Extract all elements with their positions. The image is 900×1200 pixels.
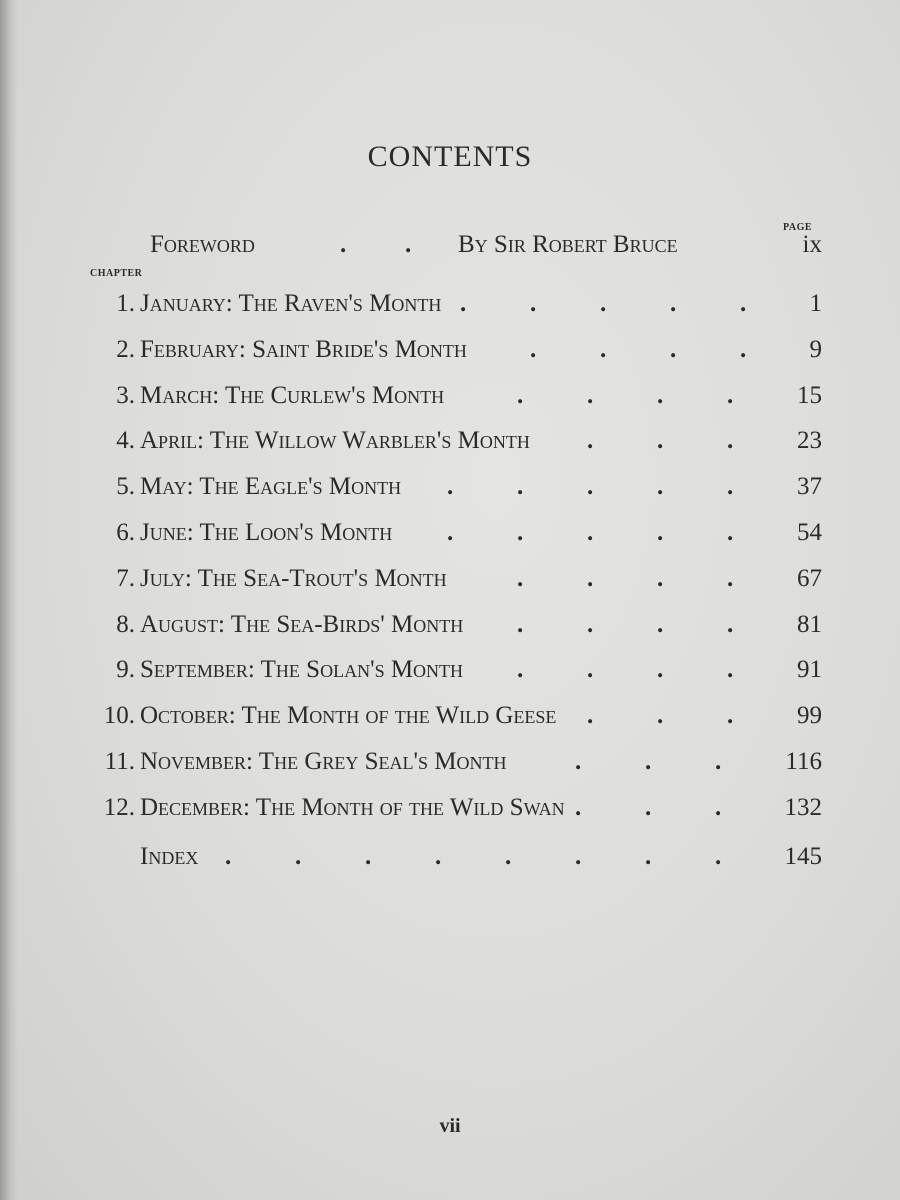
chapter-title: October: The Month of the Wild Geese xyxy=(140,702,557,730)
chapter-page: 23 xyxy=(797,427,822,455)
leader-dot: . xyxy=(727,473,734,501)
leader-dot: . xyxy=(740,290,747,317)
chapter-title: January: The Raven's Month xyxy=(140,290,442,317)
toc-row xyxy=(0,650,900,690)
foreword-label: Foreword xyxy=(150,231,255,258)
chapter-page: 15 xyxy=(797,381,822,409)
toc-row xyxy=(0,605,900,645)
chapter-title: July: The Sea-Trout's Month xyxy=(140,564,447,592)
toc-row xyxy=(0,696,900,736)
leader-dot: . xyxy=(657,427,664,455)
leader-dot: . xyxy=(645,843,652,870)
chapter-page: 37 xyxy=(797,473,822,501)
chapter-title: December: The Month of the Wild Swan xyxy=(140,793,565,821)
spine-shadow xyxy=(0,0,18,1200)
leader-dot: . xyxy=(657,381,664,409)
chapter-title: June: The Loon's Month xyxy=(140,519,393,546)
leader-dot: . xyxy=(587,473,594,501)
leader-dot: . xyxy=(447,519,454,546)
toc-row xyxy=(0,559,900,599)
chapter-title: February: Saint Bride's Month xyxy=(140,335,467,363)
chapter-number: 2. xyxy=(116,335,135,363)
chapter-number: 4. xyxy=(116,427,135,455)
leader-dot: . xyxy=(587,610,594,638)
chapter-title: May: The Eagle's Month xyxy=(140,473,402,501)
leader-dot: . xyxy=(600,290,607,317)
leader-dot: . xyxy=(715,793,722,821)
leader-dot: . xyxy=(435,843,442,870)
chapter-number: 12. xyxy=(103,793,135,821)
chapter-number: 1. xyxy=(116,290,135,317)
chapter-number: 11. xyxy=(104,748,135,775)
leader-dot: . xyxy=(517,473,524,501)
chapter-number: 8. xyxy=(116,610,135,638)
leader-dot: . xyxy=(517,656,524,684)
leader-dot: . xyxy=(727,610,734,638)
leader-dot: . xyxy=(225,843,232,870)
leader-dot: . xyxy=(657,610,664,638)
toc-row xyxy=(0,376,900,416)
chapter-page: 81 xyxy=(797,610,822,638)
leader-dot: . xyxy=(517,610,524,638)
foreword-row xyxy=(0,225,900,265)
leader-dot: . xyxy=(657,473,664,501)
leader-dot: . xyxy=(365,843,372,870)
leader-dot: . xyxy=(727,564,734,592)
leader-dot: . xyxy=(530,335,537,363)
toc-row xyxy=(0,742,900,782)
leader-dot: . xyxy=(587,702,594,730)
leader-dot: . xyxy=(530,290,537,317)
leader-dot: . xyxy=(727,519,734,546)
chapter-title: April: The Willow Warbler's Month xyxy=(140,427,530,455)
leader-dot: . xyxy=(505,843,512,870)
page-folio: vii xyxy=(439,1115,461,1137)
leader-dot: . xyxy=(657,702,664,730)
chapter-number: 5. xyxy=(116,473,135,501)
page-column-label: PAGE xyxy=(783,222,813,233)
foreword-page: ix xyxy=(802,231,822,258)
leader-dot: . xyxy=(587,656,594,684)
chapter-number: 9. xyxy=(116,656,135,684)
chapter-title: August: The Sea-Birds' Month xyxy=(140,610,464,638)
chapter-page: 1 xyxy=(809,290,822,317)
leader-dot: . xyxy=(727,427,734,455)
chapter-page: 67 xyxy=(797,564,822,592)
page-title: CONTENTS xyxy=(367,140,533,173)
leader-dot: . xyxy=(405,231,412,258)
leader-dot: . xyxy=(447,473,454,501)
leader-dot: . xyxy=(295,843,302,870)
leader-dot: . xyxy=(727,381,734,409)
index-row xyxy=(0,837,900,877)
chapter-column-label: CHAPTER xyxy=(90,268,143,279)
toc-row xyxy=(0,513,900,553)
leader-dot: . xyxy=(517,519,524,546)
index-label: Index xyxy=(140,843,199,870)
leader-dot: . xyxy=(460,290,467,317)
leader-dot: . xyxy=(600,335,607,363)
leader-dot: . xyxy=(517,381,524,409)
chapter-title: September: The Solan's Month xyxy=(140,656,464,684)
leader-dot: . xyxy=(715,748,722,775)
leader-dot: . xyxy=(670,290,677,317)
chapter-page: 132 xyxy=(784,793,822,821)
leader-dot: . xyxy=(340,231,347,258)
leader-dot: . xyxy=(657,656,664,684)
leader-dot: . xyxy=(645,748,652,775)
leader-dot: . xyxy=(727,702,734,730)
chapter-page: 116 xyxy=(785,748,822,775)
leader-dot: . xyxy=(587,427,594,455)
foreword-author: By Sir Robert Bruce xyxy=(458,231,678,258)
leader-dot: . xyxy=(587,519,594,546)
leader-dot: . xyxy=(575,843,582,870)
toc-row xyxy=(0,330,900,370)
chapter-number: 10. xyxy=(103,702,135,730)
toc-row xyxy=(0,421,900,461)
leader-dot: . xyxy=(715,843,722,870)
chapter-title: March: The Curlew's Month xyxy=(140,381,445,409)
chapter-page: 9 xyxy=(809,335,822,363)
chapter-page: 54 xyxy=(797,519,822,546)
chapter-number: 6. xyxy=(116,519,135,546)
chapter-page: 91 xyxy=(797,656,822,684)
leader-dot: . xyxy=(670,335,677,363)
chapter-page: 99 xyxy=(797,702,822,730)
leader-dot: . xyxy=(645,793,652,821)
leader-dot: . xyxy=(517,564,524,592)
toc-row xyxy=(0,284,900,324)
chapter-number: 7. xyxy=(116,564,135,592)
leader-dot: . xyxy=(740,335,747,363)
toc-row xyxy=(0,788,900,828)
leader-dot: . xyxy=(575,793,582,821)
chapter-title: November: The Grey Seal's Month xyxy=(140,748,507,775)
leader-dot: . xyxy=(657,519,664,546)
leader-dot: . xyxy=(587,381,594,409)
leader-dot: . xyxy=(587,564,594,592)
toc-row xyxy=(0,467,900,507)
leader-dot: . xyxy=(575,748,582,775)
index-page: 145 xyxy=(784,843,822,870)
leader-dot: . xyxy=(727,656,734,684)
chapter-number: 3. xyxy=(116,381,135,409)
leader-dot: . xyxy=(657,564,664,592)
